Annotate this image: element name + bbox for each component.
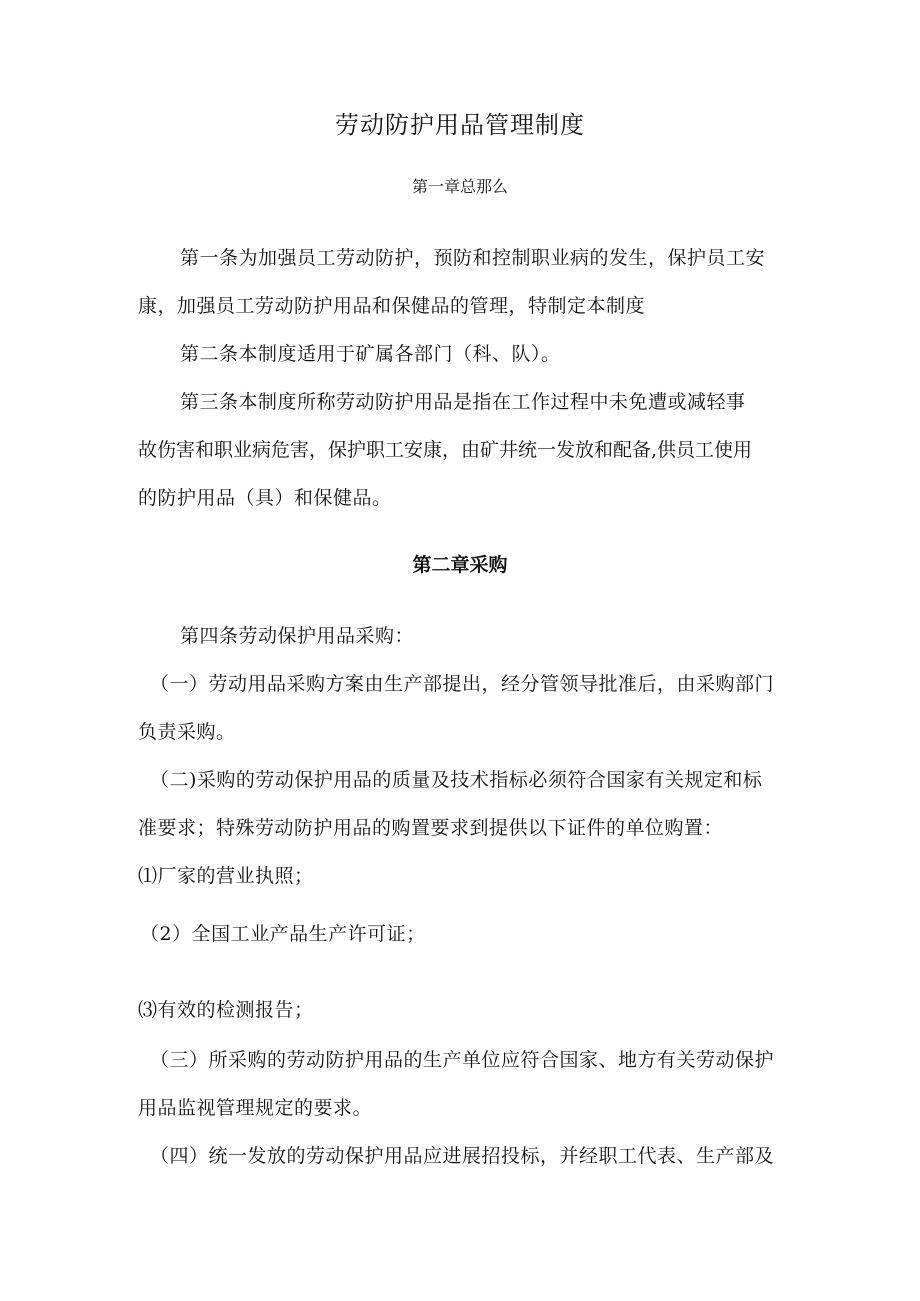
article-3-line-3: 的防护用品（具）和保健品。 bbox=[138, 487, 392, 509]
item-4-line-1: （四）统一发放的劳动保护用品应进展招投标，并经职工代表、生产部及 bbox=[150, 1145, 775, 1167]
article-1-line-1: 第一条为加强员工劳动防护，预防和控制职业病的发生，保护员工安 bbox=[180, 247, 766, 269]
item-3-line-1: （三）所采购的劳动防护用品的生产单位应符合国家、地方有关劳动保护 bbox=[150, 1049, 775, 1071]
item-3-line-2: 用品监视管理规定的要求。 bbox=[138, 1097, 373, 1119]
chapter-1-heading: 第一章总那么 bbox=[411, 177, 508, 196]
article-2: 第二条本制度适用于矿属各部门（科、队）。 bbox=[180, 343, 561, 365]
article-3-line-1: 第三条本制度所称劳动防护用品是指在工作过程中未免遭或减轻事 bbox=[180, 391, 746, 413]
chapter-2-heading: 第二章采购 bbox=[412, 554, 508, 576]
item-2-line-1: （二)采购的劳动保护用品的质量及技术指标必须符合国家有关规定和标 bbox=[150, 769, 763, 791]
sub-item-3: ⑶有效的检测报告； bbox=[138, 999, 314, 1021]
item-1-line-2: 负责采购。 bbox=[138, 721, 236, 743]
article-4: 第四条劳动保护用品采购： bbox=[180, 625, 415, 647]
article-1-line-2: 康，加强员工劳动防护用品和保健品的管理，特制定本制度 bbox=[138, 295, 646, 317]
sub-item-1: ⑴厂家的营业执照； bbox=[138, 865, 314, 887]
item-1-line-1: （一）劳动用品采购方案由生产部提出，经分管领导批准后，由采购部门 bbox=[150, 673, 775, 695]
item-2-line-2: 准要求；特殊劳动防护用品的购置要求到提供以下证件的单位购置： bbox=[138, 817, 724, 839]
article-3-line-2: 故伤害和职业病危害，保护职工安康，由矿井统一发放和配备,供员工使用 bbox=[138, 439, 753, 461]
sub-item-2: （2）全国工业产品生产许可证； bbox=[140, 923, 426, 945]
document-title: 劳动防护用品管理制度 bbox=[335, 111, 585, 139]
